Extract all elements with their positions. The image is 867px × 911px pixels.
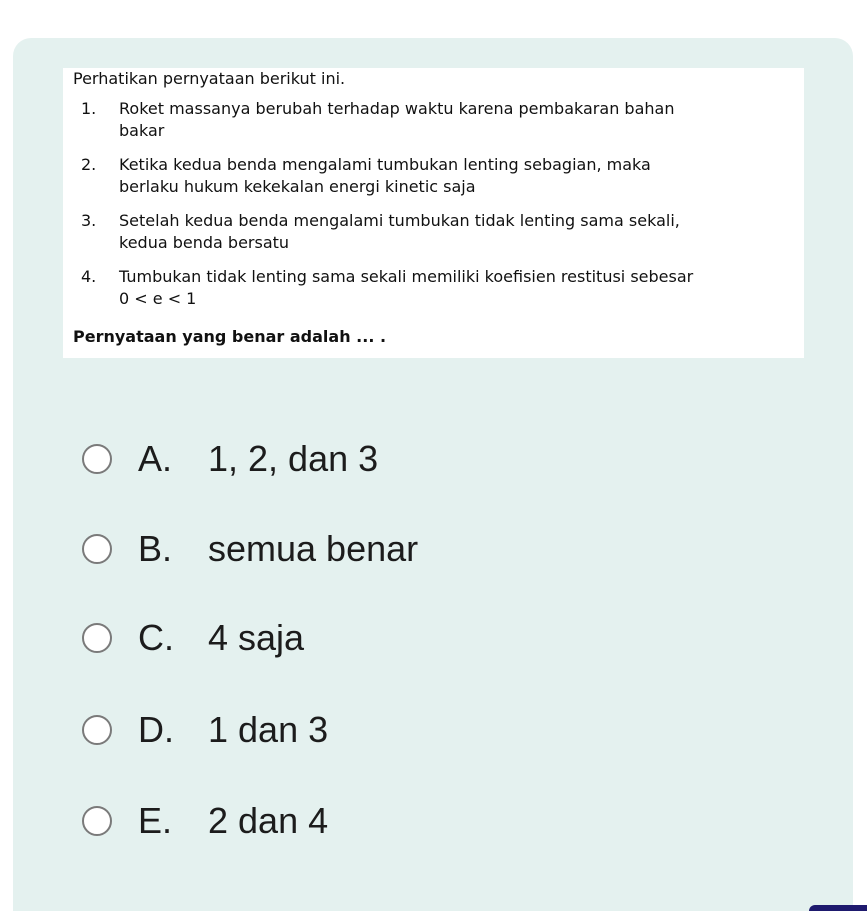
radio-circle-icon[interactable] [82, 534, 112, 564]
radio-circle-icon[interactable] [82, 623, 112, 653]
option-letter: A. [138, 438, 173, 479]
option-e[interactable] [82, 796, 328, 846]
option-text: 2 dan 4 [208, 800, 329, 841]
option-text: 1 dan 3 [208, 709, 329, 750]
radio-circle-icon[interactable] [82, 715, 112, 745]
statement-text [119, 154, 793, 198]
option-letter: D. [138, 709, 174, 750]
statement-line: berlaku hukum kekekalan energi kinetic saja [119, 177, 476, 196]
option-letter: E. [138, 800, 173, 841]
option-c[interactable] [82, 613, 304, 663]
statement-line: 0 < e < 1 [119, 289, 197, 308]
radio-circle-icon[interactable] [82, 806, 112, 836]
statement-line: Ketika kedua benda mengalami tumbukan lenting sebagian, maka [119, 155, 651, 174]
statement-line: Tumbukan tidak lenting sama sekali memiliki koefisien restitusi sebesar [119, 267, 694, 286]
statement-text [119, 98, 793, 142]
option-d[interactable] [82, 705, 328, 755]
option-letter: B. [138, 528, 173, 569]
question-intro: Perhatikan pernyataan berikut ini. [73, 69, 346, 88]
question-prompt: Pernyataan yang benar adalah ... . [73, 327, 387, 346]
statement-number: 3. [81, 211, 97, 230]
statement-text [119, 266, 793, 310]
corner-accent-bar [809, 905, 867, 911]
option-text: 1, 2, dan 3 [208, 438, 379, 479]
option-a[interactable] [82, 434, 378, 484]
option-text: semua benar [208, 528, 419, 569]
statement-number: 2. [81, 155, 97, 174]
radio-circle-icon[interactable] [82, 444, 112, 474]
statement-number: 4. [81, 267, 97, 286]
option-b[interactable] [82, 524, 418, 574]
statement-text [119, 210, 793, 254]
option-text: 4 saja [208, 617, 305, 658]
statement-line: bakar [119, 121, 165, 140]
statement-line: Roket massanya berubah terhadap waktu karena pembakaran bahan [119, 99, 675, 118]
statement-line: kedua benda bersatu [119, 233, 290, 252]
statement-line: Setelah kedua benda mengalami tumbukan tidak lenting sama sekali, [119, 211, 680, 230]
option-letter: C. [138, 617, 174, 658]
question-text-box [63, 68, 804, 358]
statement-number: 1. [81, 99, 97, 118]
